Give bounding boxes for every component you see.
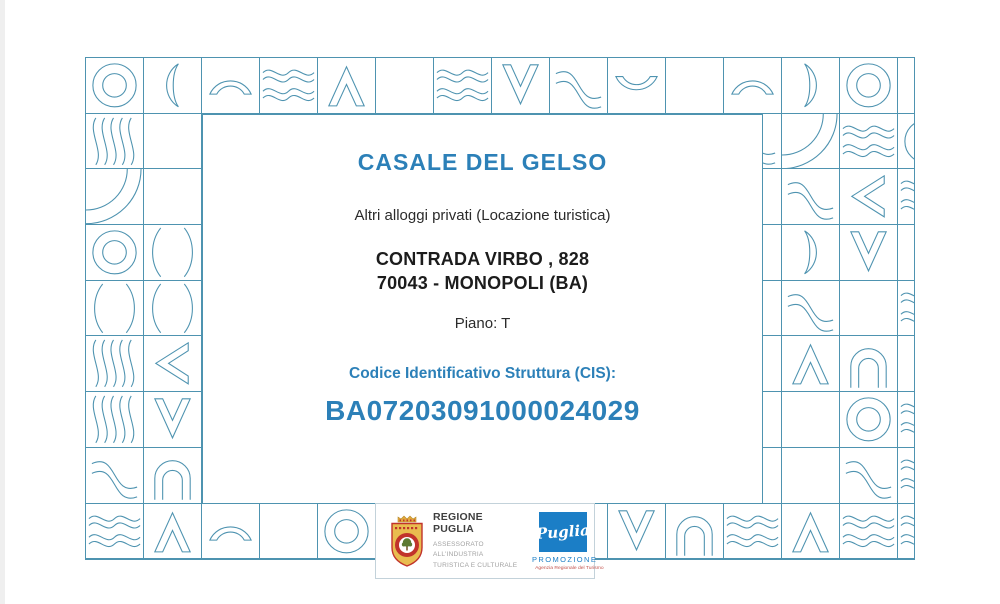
- promozione-subtitle: Agenzia Regionale del Turismo: [535, 564, 604, 571]
- tile-wavesH-icon: [260, 58, 318, 114]
- tile-empty-icon: [260, 504, 318, 560]
- tile-empty-icon: [666, 58, 724, 114]
- tile-empty-icon: [144, 114, 202, 170]
- tile-arcUp-icon: [202, 58, 260, 114]
- tile-arcUp-icon: [202, 504, 260, 560]
- tile-rings-icon: [318, 504, 376, 560]
- tile-chevUp-icon: [782, 504, 840, 560]
- tile-ovalArcs-icon: [144, 281, 202, 337]
- tile-sWave-icon: [782, 169, 840, 225]
- tile-wavesH-icon: [898, 392, 915, 448]
- tile-empty-icon: [144, 169, 202, 225]
- pugliapromozione-logo: [532, 512, 604, 571]
- tile-arcDown-icon: [608, 58, 666, 114]
- tile-wavesDiag-icon: [86, 392, 144, 448]
- tile-rings-icon: [898, 114, 915, 170]
- tile-parenR-icon: [782, 58, 840, 114]
- tile-wavesH-icon: [898, 448, 915, 504]
- tile-ovalArcs-icon: [144, 225, 202, 281]
- structure-type: Altri alloggi privati (Locazione turistica): [354, 207, 611, 224]
- tile-wavesH-icon: [898, 281, 915, 337]
- tile-rings-icon: [86, 225, 144, 281]
- tile-empty-icon: [376, 58, 434, 114]
- tile-archUp-icon: [666, 504, 724, 560]
- puglia-script-logo-icon: Puglia: [539, 512, 587, 552]
- tile-rings-icon: [840, 58, 898, 114]
- tile-wavesDiag-icon: [86, 336, 144, 392]
- tile-parenL-icon: [144, 58, 202, 114]
- address-line2: 70043 - MONOPOLI (BA): [376, 273, 589, 293]
- tile-wavesH-icon: [898, 504, 915, 560]
- tile-wavesH-icon: [434, 58, 492, 114]
- content-panel: [202, 114, 763, 504]
- tile-ovalArcs-icon: [86, 281, 144, 337]
- tile-chevUp-icon: [782, 336, 840, 392]
- promozione-label: PROMOZIONE: [532, 554, 598, 564]
- tile-rings-icon: [86, 58, 144, 114]
- tile-bigArc-icon: [86, 169, 144, 225]
- tile-chevUp-icon: [144, 504, 202, 560]
- tile-bigArc-icon: [782, 114, 840, 170]
- tile-chevDown-icon: [608, 504, 666, 560]
- tile-chevDown-icon: [840, 225, 898, 281]
- tile-empty-icon: [840, 281, 898, 337]
- tile-chevLeft-icon: [144, 336, 202, 392]
- tile-empty-icon: [782, 392, 840, 448]
- cis-label: Codice Identificativo Struttura (CIS):: [349, 365, 616, 382]
- department-label: ASSESSORATO ALL'INDUSTRIA TURISTICA E CULTURALE: [433, 541, 518, 569]
- tile-wavesH-icon: [840, 504, 898, 560]
- tile-sWave-icon: [86, 448, 144, 504]
- tile-empty-icon: [898, 225, 915, 281]
- tile-rings-icon: [840, 392, 898, 448]
- tile-archUp-icon: [840, 336, 898, 392]
- tile-empty-icon: [898, 336, 915, 392]
- tile-sWave-icon: [782, 281, 840, 337]
- address-line1: CONTRADA VIRBO , 828: [375, 249, 590, 269]
- regione-puglia-label: REGIONE PUGLIA: [433, 511, 483, 536]
- tile-empty-icon: [782, 448, 840, 504]
- tile-parenR-icon: [782, 225, 840, 281]
- footer-logos: [375, 503, 604, 579]
- tile-wavesDiag-icon: [86, 114, 144, 170]
- tile-parenL-icon: [898, 58, 915, 114]
- tile-wavesH-icon: [840, 114, 898, 170]
- tile-wavesH-icon: [898, 169, 915, 225]
- tile-archUp-icon: [144, 448, 202, 504]
- regione-puglia-crest-icon: [390, 514, 424, 568]
- tile-wavesH-icon: [724, 504, 782, 560]
- certificate-plaque: [85, 57, 915, 560]
- tile-chevDown-icon: [144, 392, 202, 448]
- tile-sWave-icon: [840, 448, 898, 504]
- floor-label: Piano: T: [454, 315, 511, 332]
- structure-name: CASALE DEL GELSO: [357, 149, 608, 175]
- tile-chevUp-icon: [318, 58, 376, 114]
- page-left-shade: [0, 0, 5, 604]
- tile-wavesH-icon: [86, 504, 144, 560]
- tile-sWave-icon: [550, 58, 608, 114]
- tile-chevDown-icon: [492, 58, 550, 114]
- tile-chevLeft-icon: [840, 169, 898, 225]
- cis-code: BA07203091000024029: [325, 395, 640, 426]
- tile-arcUp-icon: [724, 58, 782, 114]
